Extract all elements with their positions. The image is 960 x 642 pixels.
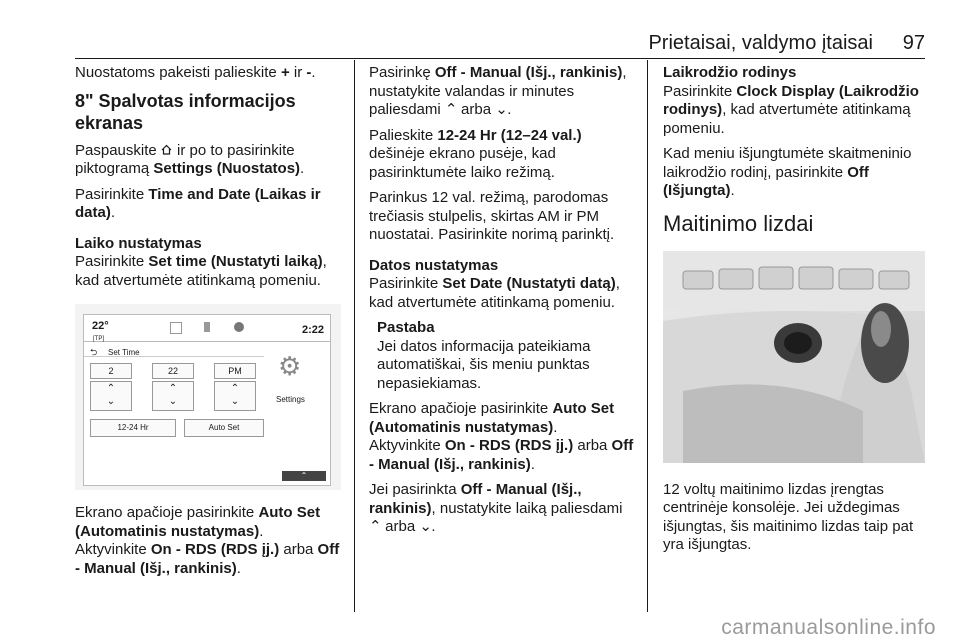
mode-button[interactable]: 12-24 Hr bbox=[90, 419, 176, 437]
minute-value: 22 bbox=[152, 363, 194, 379]
chevron-down-icon: ⌄ bbox=[495, 101, 508, 118]
page-number: 97 bbox=[902, 32, 925, 54]
subheading: Laikrodžio rodinys bbox=[663, 64, 797, 81]
tp-indicator: [TP] bbox=[93, 336, 105, 342]
paragraph: 12 voltų maitinimo lizdas įrengtas centrinėje konsolėje. Jei uždegimas išjungtas, šis maitinimo lizdas taip pat yra išjungtas. bbox=[663, 480, 914, 553]
device-icon bbox=[204, 322, 210, 332]
back-icon[interactable]: ⮌ bbox=[90, 347, 98, 357]
infotainment-screen-figure bbox=[75, 304, 341, 490]
auto-set-button[interactable]: Auto Set bbox=[184, 419, 264, 437]
subheading: Datos nustatymas bbox=[369, 256, 499, 274]
paragraph: Ekrano apačioje pasirinkite Auto Set (Automatinis nustatymas). Aktyvinkite On - RDS (RDS įj.) arba Off - Manual (Išj., rankinis). bbox=[75, 504, 340, 577]
paragraph: Pasirinkite Time and Date (Laikas ir data). bbox=[75, 185, 321, 221]
screen-status-bar bbox=[84, 315, 330, 342]
column-divider bbox=[354, 60, 355, 612]
paragraph: Pasirinkite Set time (Nustatyti laiką), kad atvertumėte atitinkamą pomeniu. bbox=[75, 253, 327, 289]
phone-icon bbox=[170, 322, 182, 334]
note-box bbox=[369, 319, 635, 393]
column-divider bbox=[647, 60, 648, 612]
paragraph: Parinkus 12 val. režimą, parodomas trečiasis stulpelis, skirtas AM ir PM nuostatai. Pasirinkite norimą parinktį. bbox=[369, 189, 615, 243]
header-rule bbox=[75, 58, 925, 59]
screen-title: Set Time bbox=[108, 348, 140, 357]
chevron-up-icon: ⌃ bbox=[444, 101, 458, 118]
intro-paragraph: Nuostatoms pakeisti palieskite + ir -. bbox=[75, 64, 316, 81]
header-title: Prietaisai, valdymo įtaisai bbox=[648, 32, 873, 54]
ampm-value: PM bbox=[214, 363, 256, 379]
paragraph: Pasirinkite Clock Display (Laikrodžio rodinys), kad atvertumėte atitinkamą pomeniu. bbox=[663, 82, 919, 137]
column-2 bbox=[369, 64, 635, 544]
ampm-stepper[interactable]: ⌃ ⌄ bbox=[214, 381, 256, 411]
subheading: Laiko nustatymas bbox=[75, 234, 202, 252]
paragraph: Pasirinkę Off - Manual (Išj., rankinis), nustatykite valandas ir minutes paliesdami ⌃ arba ⌄. bbox=[369, 64, 627, 118]
paragraph: Jei pasirinkta Off - Manual (Išj., rankinis), nustatykite laiką paliesdami ⌃ arba ⌄. bbox=[369, 481, 623, 535]
chevron-down-icon: ⌄ bbox=[419, 518, 432, 535]
column-3 bbox=[663, 64, 929, 562]
status-icon bbox=[234, 322, 244, 332]
chevron-up-icon: ⌃ bbox=[369, 518, 382, 535]
settings-label: Settings bbox=[276, 395, 305, 404]
title-row bbox=[84, 342, 264, 357]
hour-value: 2 bbox=[90, 363, 132, 379]
paragraph: Pasirinkite Set Date (Nustatyti datą), kad atvertumėte atitinkamą pomeniu. bbox=[369, 275, 620, 311]
screen-display bbox=[83, 314, 331, 486]
paragraph: Ekrano apačioje pasirinkite Auto Set (Automatinis nustatymas). Aktyvinkite On - RDS (RDS įj.) arba Off - Manual (Išj., rankinis). bbox=[369, 400, 634, 473]
section-heading: Maitinimo lizdai bbox=[663, 210, 814, 236]
paragraph: Kad meniu išjungtumėte skaitmeninio laikrodžio rodinį, pasirinkite Off (Išjungta). bbox=[663, 145, 912, 199]
power-outlet-photo bbox=[663, 251, 925, 463]
note-heading: Pastaba bbox=[377, 319, 435, 336]
note-text: Jei datos informacija pateikiama automatiškai, šis meniu punktas nepasiekiamas. bbox=[377, 337, 591, 392]
scroll-up-button[interactable]: ⌃ bbox=[282, 471, 326, 481]
column-1 bbox=[75, 64, 341, 585]
temperature: 22° bbox=[92, 320, 109, 332]
screen-clock: 2:22 bbox=[301, 324, 324, 336]
watermark: carmanualsonline.info bbox=[721, 616, 936, 639]
paragraph: Paspauskite ir po to pasirinkite piktogramą Settings (Nuostatos). bbox=[75, 141, 305, 177]
settings-gear-icon: ⚙ bbox=[278, 351, 302, 381]
page-header bbox=[75, 32, 925, 58]
paragraph: Palieskite 12-24 Hr (12–24 val.) dešinėje ekrano pusėje, kad pasirinktumėte laiko režimą. bbox=[369, 126, 582, 181]
hour-stepper[interactable]: ⌃ ⌄ bbox=[90, 381, 132, 411]
minute-stepper[interactable]: ⌃ ⌄ bbox=[152, 381, 194, 411]
section-heading: 8" Spalvotas informacijos ekranas bbox=[75, 90, 296, 133]
home-icon bbox=[161, 142, 173, 161]
